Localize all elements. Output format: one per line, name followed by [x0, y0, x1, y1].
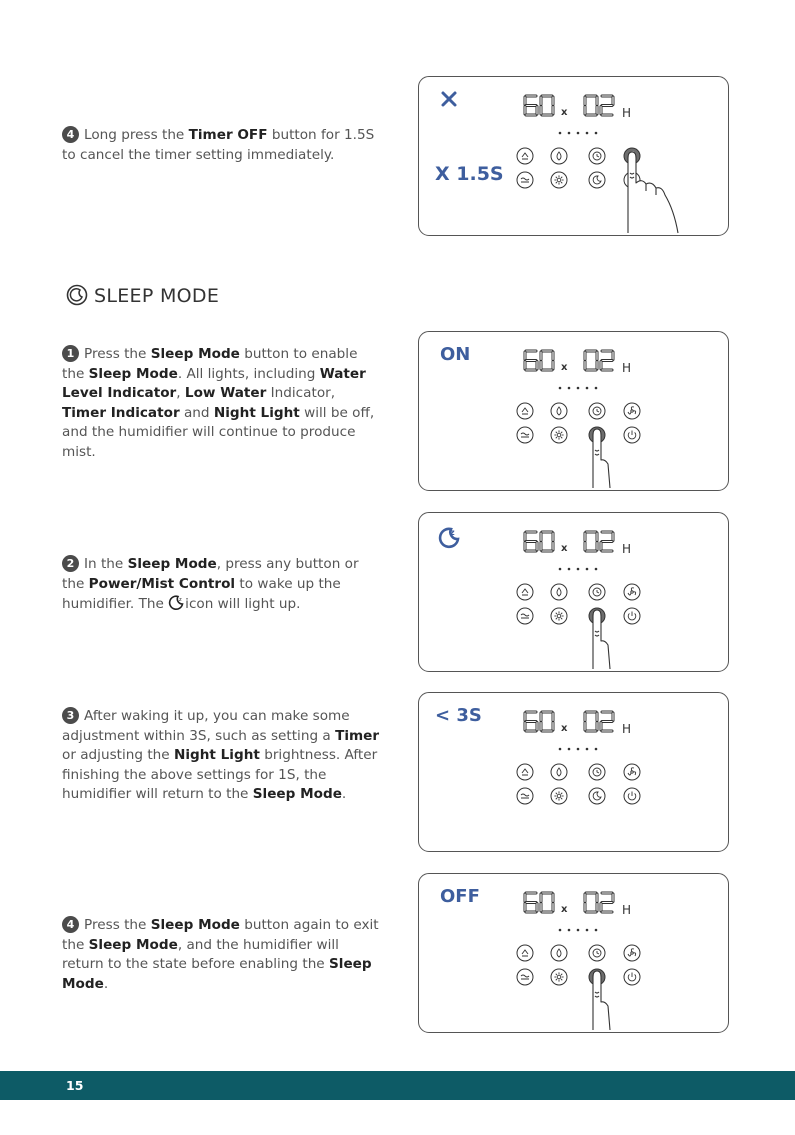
sleep-button[interactable]: [589, 172, 605, 188]
hour-unit: H: [622, 106, 632, 120]
up-button[interactable]: [517, 584, 533, 600]
page-footer: [0, 1071, 795, 1100]
timer-button[interactable]: [589, 584, 605, 600]
up-button[interactable]: [517, 148, 533, 164]
power-button[interactable]: [624, 969, 640, 985]
sleep-mode-icon: [440, 528, 458, 547]
pointing-hand-icon: [593, 429, 610, 488]
control-panel-off: [418, 873, 729, 1033]
duration-label: X 1.5S: [435, 163, 504, 185]
hour-unit: H: [622, 542, 632, 556]
up-button[interactable]: [517, 945, 533, 961]
humidity-symbol: x: [561, 362, 568, 373]
level-indicator: [559, 929, 598, 932]
hour-unit: H: [622, 722, 632, 736]
panel-graphic: [419, 513, 728, 671]
sleep-mode-icon: [168, 594, 185, 611]
light-button[interactable]: [551, 788, 567, 804]
humidity-symbol: x: [561, 904, 568, 915]
light-button[interactable]: [551, 172, 567, 188]
digital-display: [525, 532, 631, 556]
state-label: ON: [440, 344, 471, 365]
section-title: SLEEP MODE: [66, 284, 219, 307]
mist-button[interactable]: [517, 427, 533, 443]
light-button[interactable]: [551, 969, 567, 985]
level-indicator: [559, 387, 598, 390]
step-2: 2 In the Sleep Mode, press any button or the Power/Mist Control to wake up the humidifier. The z icon will light up.: [62, 556, 359, 612]
digital-display: [525, 712, 631, 736]
step-number: 1: [62, 345, 79, 362]
mist-button[interactable]: [517, 172, 533, 188]
state-label: OFF: [440, 886, 480, 907]
control-panel-wake: [418, 512, 729, 672]
level-indicator: [559, 748, 598, 751]
control-panel-adjust: [418, 692, 729, 852]
level-indicator: [559, 132, 598, 135]
svg-text:z: z: [179, 597, 182, 603]
fan-button[interactable]: [624, 403, 640, 419]
drop-button[interactable]: [551, 945, 567, 961]
timer-button[interactable]: [589, 764, 605, 780]
digital-display: [525, 893, 631, 917]
control-panel-on: [418, 331, 729, 491]
power-button[interactable]: [624, 608, 640, 624]
digital-display: [525, 351, 631, 375]
step-timer-off: 4 Long press the Timer OFF button for 1.5S to cancel the timer setting immediately.: [62, 127, 375, 163]
light-button[interactable]: [551, 427, 567, 443]
fan-button[interactable]: [624, 764, 640, 780]
timer-button[interactable]: [589, 148, 605, 164]
mist-button[interactable]: [517, 788, 533, 804]
mist-button[interactable]: [517, 969, 533, 985]
step-number: 3: [62, 707, 79, 724]
timer-button[interactable]: [589, 403, 605, 419]
pointing-hand-icon: [593, 971, 610, 1030]
drop-button[interactable]: [551, 148, 567, 164]
power-button[interactable]: [624, 427, 640, 443]
hour-unit: H: [622, 903, 632, 917]
pointing-hand-icon: [628, 152, 678, 233]
step-number: 4: [62, 126, 79, 143]
page-number: 15: [66, 1078, 84, 1093]
sleep-mode-icon: [66, 284, 88, 306]
drop-button[interactable]: [551, 764, 567, 780]
fan-button[interactable]: [624, 945, 640, 961]
control-panel-timer-off: [418, 76, 729, 236]
level-indicator: [559, 568, 598, 571]
panel-graphic: [419, 77, 728, 235]
step-4: 4 Press the Sleep Mode button again to exit the Sleep Mode, and the humidifier will return to the state before enabling the Sleep Mode.: [62, 917, 379, 992]
svg-text:z: z: [450, 528, 455, 537]
humidity-symbol: x: [561, 543, 568, 554]
sleep-button[interactable]: [589, 788, 605, 804]
drop-button[interactable]: [551, 403, 567, 419]
step-number: 4: [62, 916, 79, 933]
mist-button[interactable]: [517, 608, 533, 624]
duration-label: < 3S: [435, 705, 482, 726]
step-3: 3 After waking it up, you can make some adjustment within 3S, such as setting a Timer or adjusting the Night Light brightness. After finishing the above settings for 1S, the humidifier will return to the Sleep Mode.: [62, 708, 380, 802]
pointing-hand-icon: [593, 610, 610, 669]
fan-button[interactable]: [624, 584, 640, 600]
step-1: 1 Press the Sleep Mode button to enable the Sleep Mode. All lights, including Water Level Indicator, Low Water Indicator, Timer Indicator and Night Light will be off, and the humidifier will continue to produce mist.: [62, 346, 375, 460]
up-button[interactable]: [517, 403, 533, 419]
up-button[interactable]: [517, 764, 533, 780]
humidity-symbol: x: [561, 107, 568, 118]
humidity-symbol: x: [561, 723, 568, 734]
drop-button[interactable]: [551, 584, 567, 600]
step-number: 2: [62, 555, 79, 572]
hour-unit: H: [622, 361, 632, 375]
close-icon: [443, 93, 455, 105]
timer-button[interactable]: [589, 945, 605, 961]
digital-display: [525, 96, 631, 120]
power-button[interactable]: [624, 788, 640, 804]
light-button[interactable]: [551, 608, 567, 624]
